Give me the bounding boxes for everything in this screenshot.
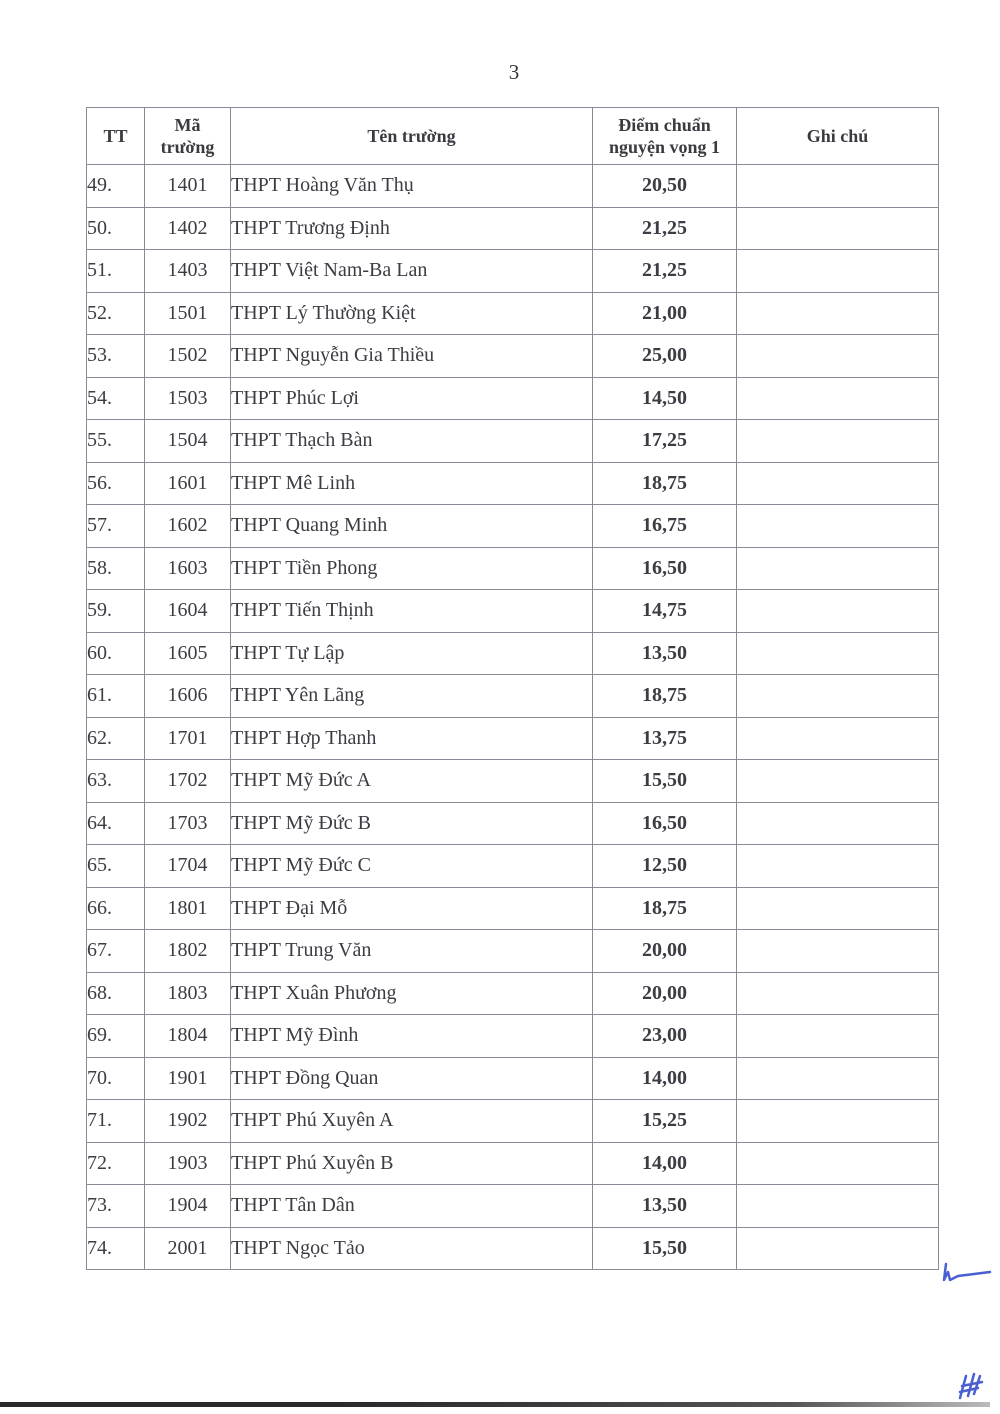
note — [737, 250, 939, 293]
row-number: 53. — [87, 335, 145, 378]
cutoff-score: 16,75 — [593, 505, 737, 548]
row-number: 64. — [87, 802, 145, 845]
row-number: 49. — [87, 165, 145, 208]
school-code: 1701 — [145, 717, 231, 760]
row-number: 54. — [87, 377, 145, 420]
row-number: 70. — [87, 1057, 145, 1100]
school-name: THPT Nguyễn Gia Thiều — [231, 335, 593, 378]
note — [737, 930, 939, 973]
school-name: THPT Tiền Phong — [231, 547, 593, 590]
row-number: 56. — [87, 462, 145, 505]
school-name: THPT Thạch Bàn — [231, 420, 593, 463]
school-code: 1402 — [145, 207, 231, 250]
table-row — [87, 972, 939, 1015]
cutoff-score: 18,75 — [593, 887, 737, 930]
footer-rule — [0, 1402, 990, 1407]
school-code: 1801 — [145, 887, 231, 930]
school-name: THPT Trung Văn — [231, 930, 593, 973]
row-number: 52. — [87, 292, 145, 335]
note — [737, 420, 939, 463]
school-name: THPT Hoàng Văn Thụ — [231, 165, 593, 208]
cutoff-score: 25,00 — [593, 335, 737, 378]
row-number: 67. — [87, 930, 145, 973]
school-code: 1602 — [145, 505, 231, 548]
school-code: 1902 — [145, 1100, 231, 1143]
table-row — [87, 420, 939, 463]
note — [737, 1057, 939, 1100]
initial-mark-icon — [940, 1262, 996, 1286]
school-name: THPT Phúc Lợi — [231, 377, 593, 420]
cutoff-score: 14,50 — [593, 377, 737, 420]
note — [737, 165, 939, 208]
school-name: THPT Việt Nam-Ba Lan — [231, 250, 593, 293]
school-code: 1903 — [145, 1142, 231, 1185]
cutoff-score: 18,75 — [593, 675, 737, 718]
table-row — [87, 675, 939, 718]
note — [737, 1100, 939, 1143]
school-code: 1703 — [145, 802, 231, 845]
cutoff-score: 20,00 — [593, 930, 737, 973]
note — [737, 675, 939, 718]
table-row — [87, 462, 939, 505]
note — [737, 547, 939, 590]
cutoff-score: 14,00 — [593, 1057, 737, 1100]
note — [737, 802, 939, 845]
cutoff-score: 18,75 — [593, 462, 737, 505]
table-row — [87, 1100, 939, 1143]
header-note: Ghi chú — [737, 108, 939, 165]
note — [737, 462, 939, 505]
note — [737, 760, 939, 803]
table-row — [87, 1185, 939, 1228]
cutoff-score: 15,50 — [593, 1227, 737, 1270]
school-name: THPT Quang Minh — [231, 505, 593, 548]
school-name: THPT Mê Linh — [231, 462, 593, 505]
row-number: 65. — [87, 845, 145, 888]
note — [737, 887, 939, 930]
row-number: 72. — [87, 1142, 145, 1185]
school-name: THPT Ngọc Tảo — [231, 1227, 593, 1270]
header-tt: TT — [87, 108, 145, 165]
cutoff-score: 14,00 — [593, 1142, 737, 1185]
table-row — [87, 377, 939, 420]
school-code: 1904 — [145, 1185, 231, 1228]
table-row — [87, 250, 939, 293]
cutoff-score: 23,00 — [593, 1015, 737, 1058]
school-name: THPT Mỹ Đình — [231, 1015, 593, 1058]
school-name: THPT Hợp Thanh — [231, 717, 593, 760]
row-number: 73. — [87, 1185, 145, 1228]
school-code: 1605 — [145, 632, 231, 675]
cutoff-score: 12,50 — [593, 845, 737, 888]
note — [737, 1015, 939, 1058]
header-school-name: Tên trường — [231, 108, 593, 165]
school-name: THPT Phú Xuyên A — [231, 1100, 593, 1143]
school-code: 1601 — [145, 462, 231, 505]
row-number: 59. — [87, 590, 145, 633]
school-code: 1503 — [145, 377, 231, 420]
table-row — [87, 1142, 939, 1185]
row-number: 71. — [87, 1100, 145, 1143]
school-name: THPT Mỹ Đức C — [231, 845, 593, 888]
school-code: 1704 — [145, 845, 231, 888]
cutoff-score: 13,50 — [593, 632, 737, 675]
header-school-code-line1: Mã — [174, 115, 201, 135]
row-number: 74. — [87, 1227, 145, 1270]
cutoff-score: 16,50 — [593, 547, 737, 590]
cutoff-score: 21,25 — [593, 250, 737, 293]
school-name: THPT Lý Thường Kiệt — [231, 292, 593, 335]
cutoff-score: 17,25 — [593, 420, 737, 463]
cutoff-score: 15,50 — [593, 760, 737, 803]
table-row — [87, 717, 939, 760]
table-row — [87, 292, 939, 335]
header-cutoff-score-line2: nguyện vọng 1 — [608, 137, 721, 157]
cutoff-score: 21,00 — [593, 292, 737, 335]
school-name: THPT Tự Lập — [231, 632, 593, 675]
school-name: THPT Yên Lãng — [231, 675, 593, 718]
cutoff-score: 20,00 — [593, 972, 737, 1015]
signature-mark-icon — [956, 1372, 986, 1402]
table-row — [87, 1015, 939, 1058]
school-code: 1603 — [145, 547, 231, 590]
school-code: 1804 — [145, 1015, 231, 1058]
school-name: THPT Trương Định — [231, 207, 593, 250]
table-body — [87, 165, 939, 1270]
school-name: THPT Xuân Phương — [231, 972, 593, 1015]
school-code: 2001 — [145, 1227, 231, 1270]
school-code: 1606 — [145, 675, 231, 718]
table-row — [87, 1057, 939, 1100]
note — [737, 1185, 939, 1228]
table-row — [87, 802, 939, 845]
school-name: THPT Đại Mỗ — [231, 887, 593, 930]
table-row — [87, 930, 939, 973]
row-number: 68. — [87, 972, 145, 1015]
table-row — [87, 505, 939, 548]
table-row — [87, 1227, 939, 1270]
note — [737, 1227, 939, 1270]
row-number: 50. — [87, 207, 145, 250]
school-code: 1604 — [145, 590, 231, 633]
school-name: THPT Đồng Quan — [231, 1057, 593, 1100]
note — [737, 845, 939, 888]
header-cutoff-score — [593, 108, 737, 165]
note — [737, 632, 939, 675]
school-code: 1802 — [145, 930, 231, 973]
school-name: THPT Mỹ Đức A — [231, 760, 593, 803]
row-number: 60. — [87, 632, 145, 675]
school-name: THPT Tiến Thịnh — [231, 590, 593, 633]
cutoff-score: 14,75 — [593, 590, 737, 633]
admission-scores-table — [86, 107, 939, 1270]
table-header-row — [87, 108, 939, 165]
table-row — [87, 547, 939, 590]
table-row — [87, 335, 939, 378]
row-number: 58. — [87, 547, 145, 590]
cutoff-score: 13,50 — [593, 1185, 737, 1228]
school-code: 1502 — [145, 335, 231, 378]
cutoff-score: 13,75 — [593, 717, 737, 760]
table-row — [87, 845, 939, 888]
school-code: 1401 — [145, 165, 231, 208]
note — [737, 505, 939, 548]
table-row — [87, 760, 939, 803]
school-code: 1702 — [145, 760, 231, 803]
header-cutoff-score-line1: Điểm chuẩn — [618, 115, 711, 135]
school-name: THPT Mỹ Đức B — [231, 802, 593, 845]
school-name: THPT Tân Dân — [231, 1185, 593, 1228]
cutoff-score: 15,25 — [593, 1100, 737, 1143]
table-row — [87, 590, 939, 633]
row-number: 57. — [87, 505, 145, 548]
table-row — [87, 632, 939, 675]
table-row — [87, 165, 939, 208]
school-name: THPT Phú Xuyên B — [231, 1142, 593, 1185]
header-school-code-line2: trường — [160, 137, 215, 157]
note — [737, 717, 939, 760]
row-number: 66. — [87, 887, 145, 930]
school-code: 1901 — [145, 1057, 231, 1100]
row-number: 62. — [87, 717, 145, 760]
cutoff-score: 21,25 — [593, 207, 737, 250]
school-code: 1803 — [145, 972, 231, 1015]
page-number: 3 — [508, 60, 520, 84]
row-number: 61. — [87, 675, 145, 718]
cutoff-score: 20,50 — [593, 165, 737, 208]
row-number: 63. — [87, 760, 145, 803]
note — [737, 590, 939, 633]
note — [737, 292, 939, 335]
row-number: 51. — [87, 250, 145, 293]
table-row — [87, 207, 939, 250]
row-number: 69. — [87, 1015, 145, 1058]
note — [737, 972, 939, 1015]
school-code: 1504 — [145, 420, 231, 463]
school-code: 1403 — [145, 250, 231, 293]
row-number: 55. — [87, 420, 145, 463]
cutoff-score: 16,50 — [593, 802, 737, 845]
header-school-code — [145, 108, 231, 165]
school-code: 1501 — [145, 292, 231, 335]
note — [737, 1142, 939, 1185]
note — [737, 335, 939, 378]
table-row — [87, 887, 939, 930]
note — [737, 377, 939, 420]
note — [737, 207, 939, 250]
